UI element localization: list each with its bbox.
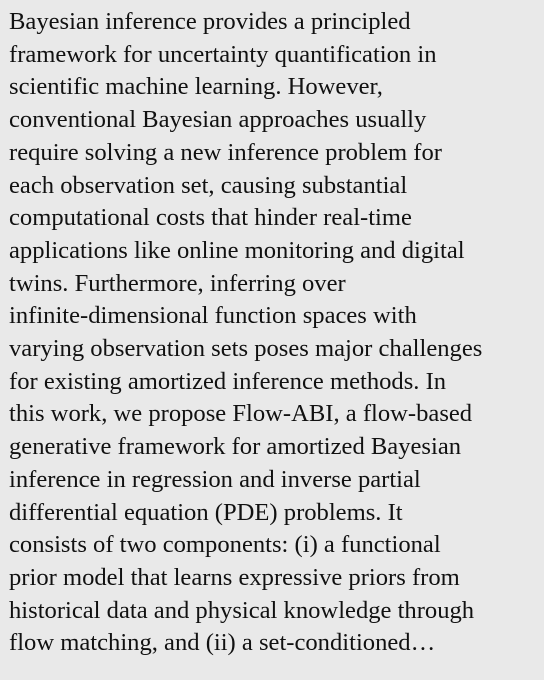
abstract-line: conventional Bayesian approaches usually: [9, 106, 427, 134]
abstract-line: flow matching, and (ii) a set-conditioned…: [9, 629, 436, 657]
abstract-line: for existing amortized inference methods. In: [9, 367, 447, 395]
abstract-line: differential equation (PDE) problems. It: [9, 498, 403, 526]
abstract-line: historical data and physical knowledge through: [9, 596, 475, 624]
abstract-line: twins. Furthermore, inferring over: [9, 269, 346, 297]
abstract-line: infinite-dimensional function spaces with: [9, 302, 417, 330]
abstract-line: each observation set, causing substantial: [9, 171, 408, 199]
abstract-line: scientific machine learning. However,: [9, 73, 383, 101]
abstract-line: varying observation sets poses major challenges: [9, 335, 483, 363]
abstract-line: this work, we propose Flow-ABI, a flow-based: [9, 400, 473, 428]
abstract-line: prior model that learns expressive priors from: [9, 563, 460, 591]
abstract-line: framework for uncertainty quantification in: [9, 40, 437, 68]
abstract-line: computational costs that hinder real-time: [9, 204, 412, 232]
abstract-line: Bayesian inference provides a principled: [9, 8, 411, 35]
abstract-line: applications like online monitoring and digital: [9, 236, 465, 264]
abstract-line: require solving a new inference problem for: [9, 138, 442, 166]
abstract-line: inference in regression and inverse partial: [9, 465, 421, 493]
abstract-line: generative framework for amortized Bayesian: [9, 433, 462, 461]
abstract-text: [9, 6, 536, 660]
abstract-line: consists of two components: (i) a functional: [9, 531, 441, 559]
